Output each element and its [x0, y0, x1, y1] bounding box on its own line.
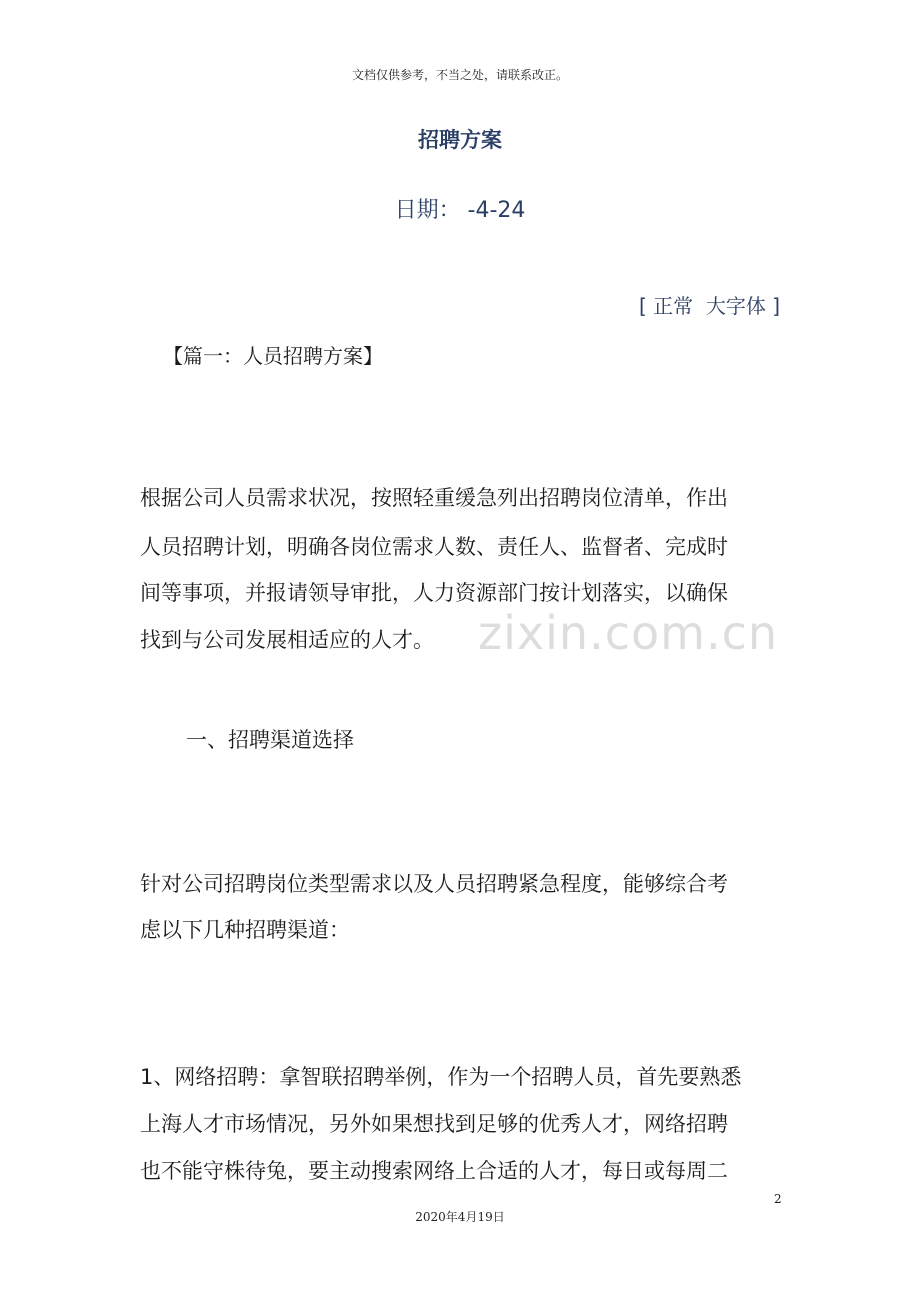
page-number: 2 [774, 1192, 782, 1206]
header-note: 文档仅供参考，不当之处，请联系改正。 [351, 68, 568, 82]
bracket-close: ] [772, 294, 780, 318]
paragraph-line: 人员招聘计划，明确各岗位需求人数、责任人、监督者、完成时 [140, 535, 728, 559]
font-normal-option[interactable]: 正常 [653, 294, 694, 318]
paragraph-line: 也不能守株待兔，要主动搜索网络上合适的人才，每日或每周二 [140, 1159, 728, 1183]
sub-heading: 一、招聘渠道选择 [186, 728, 354, 752]
document-date: 日期： -4-24 [394, 198, 526, 223]
paragraph-line: 虑以下几种招聘渠道： [140, 918, 350, 942]
paragraph-line: 间等事项，并报请领导审批，人力资源部门按计划落实，以确保 [140, 581, 728, 605]
font-size-toggle [639, 290, 780, 319]
watermark: zixin.com.cn [478, 606, 779, 660]
footer-date: 2020年4月19日 [415, 1210, 505, 1224]
paragraph-line: 针对公司招聘岗位类型需求以及人员招聘紧急程度，能够综合考 [140, 872, 728, 896]
font-large-option[interactable]: 大字体 [705, 294, 766, 318]
paragraph-line: 上海人才市场情况，另外如果想找到足够的优秀人才，网络招聘 [140, 1112, 728, 1136]
paragraph-line: 找到与公司发展相适应的人才。 [140, 628, 434, 652]
document-title: 招聘方案 [418, 128, 502, 152]
bracket-open: [ [638, 294, 647, 318]
section-heading: 【篇一：人员招聘方案】 [163, 344, 383, 368]
paragraph-line: 1、网络招聘：拿智联招聘举例，作为一个招聘人员，首先要熟悉 [140, 1065, 742, 1089]
paragraph-line: 根据公司人员需求状况，按照轻重缓急列出招聘岗位清单，作出 [140, 486, 728, 510]
